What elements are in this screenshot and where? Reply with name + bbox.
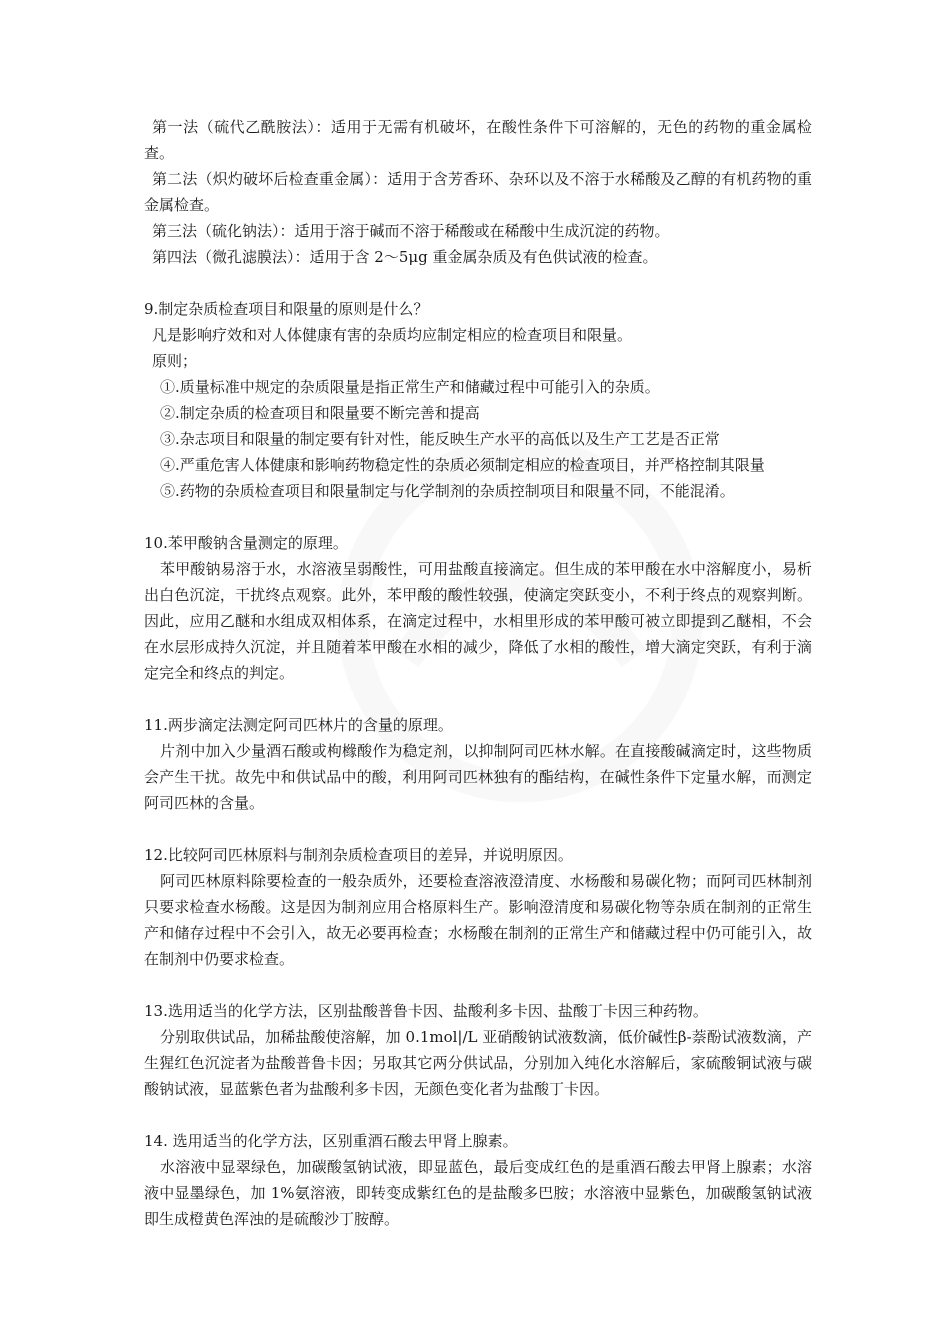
question-13-title: 13.选用适当的化学方法，区别盐酸普鲁卡因、盐酸利多卡因、盐酸丁卡因三种药物。 bbox=[144, 1002, 708, 1020]
question-9-intro: 凡是影响疗效和对人体健康有害的杂质均应制定相应的检查项目和限量。 bbox=[152, 326, 633, 344]
principle-item-3: ③.杂志项目和限量的制定要有针对性，能反映生产水平的高低以及生产工艺是否正常 bbox=[160, 430, 720, 448]
method-2: 第二法（炽灼破坏后检查重金属）：适用于含芳香环、杂环以及不溶于水稀酸及乙醇的有机药物的重金属检查。 bbox=[144, 170, 812, 214]
question-11-answer: 片剂中加入少量酒石酸或枸橼酸作为稳定剂，以抑制阿司匹林水解。在直接酸碱滴定时，这些物质会产生干扰。故先中和供试品中的酸，利用阿司匹林独有的酯结构，在碱性条件下定量水解，而测定阿司匹林的含量。 bbox=[144, 742, 812, 812]
question-14-title: 14. 选用适当的化学方法，区别重酒石酸去甲肾上腺素。 bbox=[144, 1132, 518, 1150]
principle-item-5: ⑤.药物的杂质检查项目和限量制定与化学制剂的杂质控制项目和限量不同，不能混淆。 bbox=[160, 482, 735, 500]
method-1: 第一法（硫代乙酰胺法）：适用于无需有机破坏，在酸性条件下可溶解的，无色的药物的重金属检查。 bbox=[144, 118, 812, 162]
principle-item-4: ④.严重危害人体健康和影响药物稳定性的杂质必须制定相应的检查项目，并严格控制其限量 bbox=[160, 456, 765, 474]
question-10-title: 10.苯甲酸钠含量测定的原理。 bbox=[144, 534, 348, 552]
document-page bbox=[144, 114, 812, 1232]
principle-item-1: ①.质量标准中规定的杂质限量是指正常生产和储藏过程中可能引入的杂质。 bbox=[160, 378, 660, 396]
question-10-answer: 苯甲酸钠易溶于水，水溶液呈弱酸性，可用盐酸直接滴定。但生成的苯甲酸在水中溶解度小，易析出白色沉淀，干扰终点观察。此外，苯甲酸的酸性较强，使滴定突跃变小，不利于终点的观察判断。因此，应用乙醚和水组成双相体系，在滴定过程中，水相里形成的苯甲酸可被立即提到乙醚相，不会在水层形成持久沉淀，并且随着苯甲酸在水相的减少，降低了水相的酸性，增大滴定突跃，有利于滴定完全和终点的判定。 bbox=[144, 560, 812, 682]
principle-item-2: ②.制定杂质的检查项目和限量要不断完善和提高 bbox=[160, 404, 480, 422]
question-11-title: 11.两步滴定法测定阿司匹林片的含量的原理。 bbox=[144, 716, 453, 734]
method-4: 第四法（微孔滤膜法）：适用于含 2～5μg 重金属杂质及有色供试液的检查。 bbox=[152, 248, 658, 266]
question-12-answer: 阿司匹林原料除要检查的一般杂质外，还要检查溶液澄清度、水杨酸和易碳化物；而阿司匹林制剂只要求检查水杨酸。这是因为制剂应用合格原料生产。影响澄清度和易碳化物等杂质在制剂的正常生产和储存过程中不会引入，故无必要再检查；水杨酸在制剂的正常生产和储藏过程中仍可能引入，故在制剂中仍要求检查。 bbox=[144, 872, 812, 968]
question-9-principle-label: 原则； bbox=[152, 352, 198, 370]
question-9-title: 9.制定杂质检查项目和限量的原则是什么？ bbox=[144, 300, 429, 318]
question-12-title: 12.比较阿司匹林原料与制剂杂质检查项目的差异，并说明原因。 bbox=[144, 846, 573, 864]
question-13-answer: 分别取供试品，加稀盐酸使溶解，加 0.1mol|/L 亚硝酸钠试液数滴，低价碱性β-萘酚试液数滴，产生猩红色沉淀者为盐酸普鲁卡因；另取其它两分供试品，分别加入纯化水溶解后，家硫酸铜试液与碳酸钠试液，显蓝紫色者为盐酸利多卡因，无颜色变化者为盐酸丁卡因。 bbox=[144, 1028, 812, 1098]
method-3: 第三法（硫化钠法）：适用于溶于碱而不溶于稀酸或在稀酸中生成沉淀的药物。 bbox=[152, 222, 670, 240]
question-14-answer: 水溶液中显翠绿色，加碳酸氢钠试液，即显蓝色，最后变成红色的是重酒石酸去甲肾上腺素；水溶液中显墨绿色，加 1%氨溶液，即转变成紫红色的是盐酸多巴胺；水溶液中显紫色，加碳酸氢钠试液即生成橙黄色浑浊的是硫酸沙丁胺醇。 bbox=[144, 1158, 812, 1228]
